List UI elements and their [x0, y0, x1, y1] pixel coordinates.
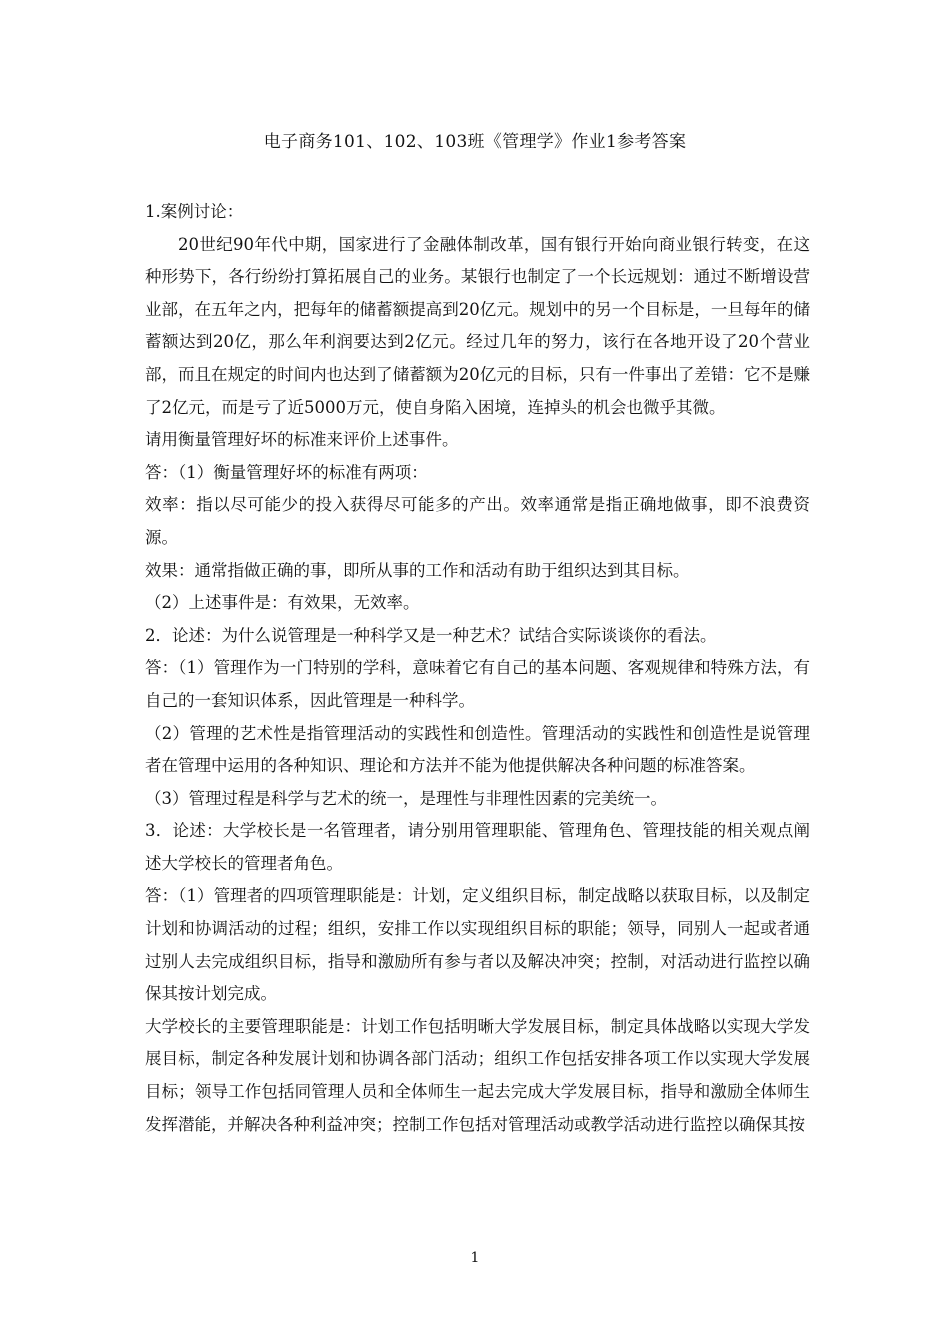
answer-3-part-1: 答：（1）管理者的四项管理职能是：计划，定义组织目标，制定战略以获取目标，以及制定计划和协调活动的过程；组织，安排工作以实现组织目标的职能；领导，同别人一起或者通过别人去完成组织目标，指导和激励所有参与者以及解决冲突；控制，对活动进行监控以确保其按计划完成。 [145, 886, 810, 1004]
answer-2-part-2: （2）管理的艺术性是指管理活动的实践性和创造性。管理活动的实践性和创造性是说管理者在管理中运用的各种知识、理论和方法并不能为他提供解决各种问题的标准答案。 [145, 723, 810, 776]
answer-1-effectiveness: 效果：通常指做正确的事，即所从事的工作和活动有助于组织达到其目标。 [145, 560, 690, 580]
case-question: 请用衡量管理好坏的标准来评价上述事件。 [145, 430, 459, 450]
answer-2-part-3: （3）管理过程是科学与艺术的统一，是理性与非理性因素的完美统一。 [145, 788, 667, 808]
answer-2-part-1: 答：（1）管理作为一门特别的学科，意味着它有自己的基本问题、客观规律和特殊方法，有自己的一套知识体系，因此管理是一种科学。 [145, 658, 810, 710]
document-body [145, 196, 810, 1141]
section-3-question: 3．论述：大学校长是一名管理者，请分别用管理职能、管理角色、管理技能的相关观点阐述大学校长的管理者角色。 [145, 821, 810, 873]
section-1-heading: 1.案例讨论： [145, 202, 244, 221]
section-2-question: 2．论述：为什么说管理是一种科学又是一种艺术？试结合实际谈谈你的看法。 [145, 625, 717, 645]
answer-1-conclusion: （2）上述事件是：有效果，无效率。 [145, 593, 420, 613]
answer-3-president-functions: 大学校长的主要管理职能是：计划工作包括明晰大学发展目标，制定具体战略以实现大学发展目标，制定各种发展计划和协调各部门活动；组织工作包括安排各项工作以实现大学发展目标；领导工作包括同管理人员和全体师生一起去完成大学发展目标，指导和激励全体师生发挥潜能，并解决各种利益冲突；控制工作包括对管理活动或教学活动进行监控以确保其按 [145, 1016, 810, 1134]
answer-1-efficiency: 效率：指以尽可能少的投入获得尽可能多的产出。效率通常是指正确地做事，即不浪费资源。 [145, 495, 810, 547]
page-number: 1 [470, 1250, 480, 1266]
answer-1-heading: 答：（1）衡量管理好坏的标准有两项： [145, 462, 428, 482]
document-title: 电子商务101、102、103班《管理学》作业1参考答案 [263, 132, 687, 152]
case-paragraph: 20世纪90年代中期，国家进行了金融体制改革，国有银行开始向商业银行转变，在这种形势下，各行纷纷打算拓展自己的业务。某银行也制定了一个长远规划：通过不断增设营业部，在五年之内，把每年的储蓄额提高到20亿元。规划中的另一个目标是，一旦每年的储蓄额达到20亿，那么年利润要达到2亿元。经过几年的努力，该行在各地开设了20个营业部，而且在规定的时间内也达到了储蓄额为20亿元的目标，只有一件事出了差错：它不是赚了2亿元，而是亏了近5000万元，使自身陷入困境，连掉头的机会也微乎其微。 [145, 234, 810, 417]
